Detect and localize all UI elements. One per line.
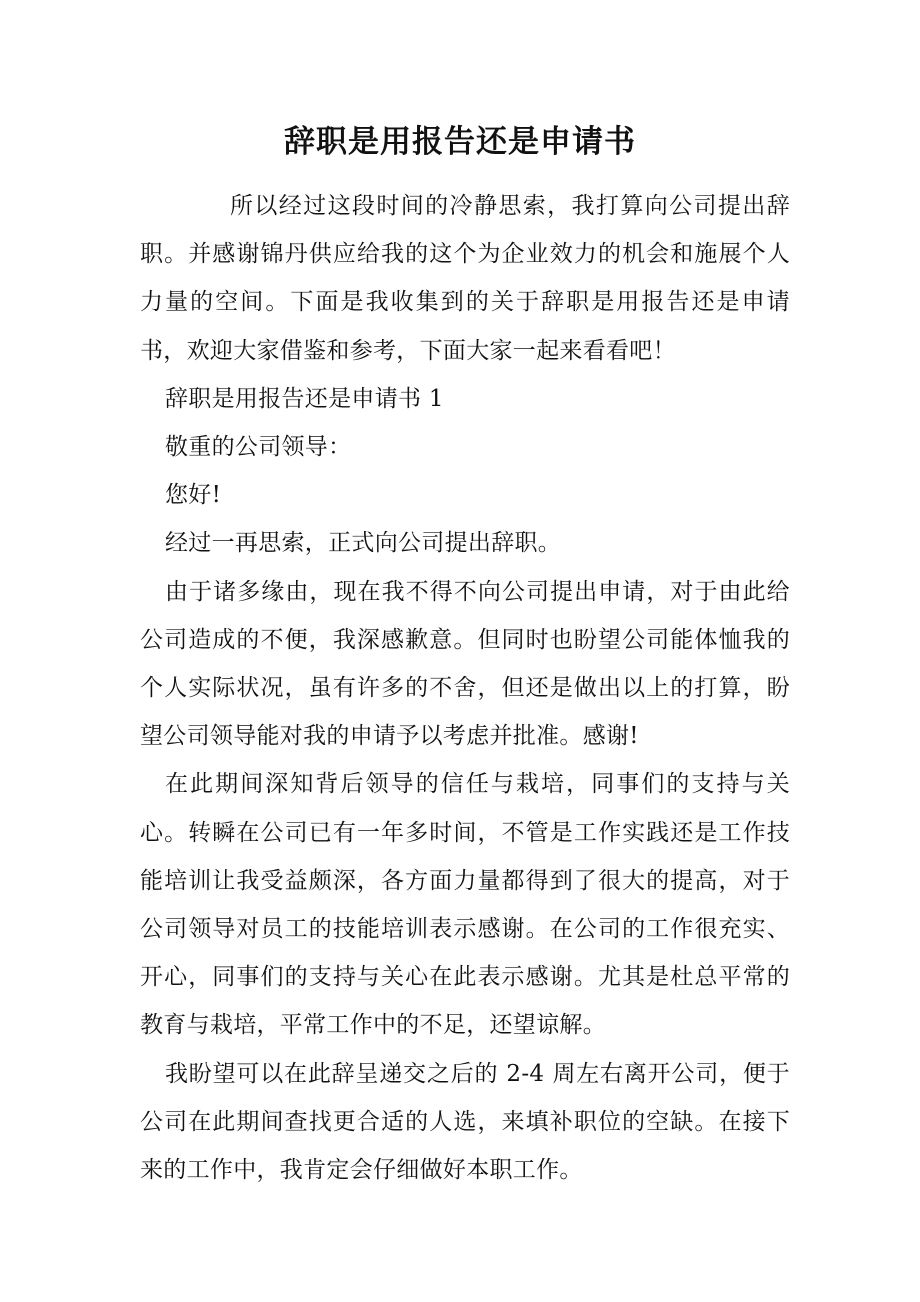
salutation: 敬重的公司领导：	[165, 434, 352, 461]
section-heading: 辞职是用报告还是申请书 1	[165, 385, 444, 412]
paragraph-resignation-statement: 经过一再思索，正式向公司提出辞职。	[165, 530, 562, 557]
paragraph-transition: 我盼望可以在此辞呈递交之后的 2-4 周左右离开公司，便于公司在此期间查找更合适的人选，来填补职位的空缺。在接下来的工作中，我肯定会仔细做好本职工作。	[140, 1060, 790, 1184]
paragraph-reasons: 由于诸多缘由，现在我不得不向公司提出申请，对于由此给公司造成的不便，我深感歉意。但同时也盼望公司能体恤我的个人实际状况，虽有许多的不舍，但还是做出以上的打算，盼望公司领导能对我的申请予以考虑并批准。感谢!	[140, 578, 790, 750]
intro-paragraph: 所以经过这段时间的冷静思索，我打算向公司提出辞职。并感谢锦丹供应给我的这个为企业效力的机会和施展个人力量的空间。下面是我收集到的关于辞职是用报告还是申请书，欢迎大家借鉴和参考，下面大家一起来看看吧！	[140, 193, 790, 364]
greeting: 您好!	[165, 482, 222, 509]
document-title: 辞职是用报告还是申请书	[284, 124, 636, 160]
paragraph-gratitude: 在此期间深知背后领导的信任与栽培，同事们的支持与关心。转瞬在公司已有一年多时间，不管是工作实践还是工作技能培训让我受益颇深，各方面力量都得到了很大的提高，对于公司领导对员工的技能培训表示感谢。在公司的工作很充实、开心，同事们的支持与关心在此表示感谢。尤其是杜总平常的教育与栽培，平常工作中的不足，还望谅解。	[140, 771, 790, 1039]
document-body	[140, 182, 790, 1194]
